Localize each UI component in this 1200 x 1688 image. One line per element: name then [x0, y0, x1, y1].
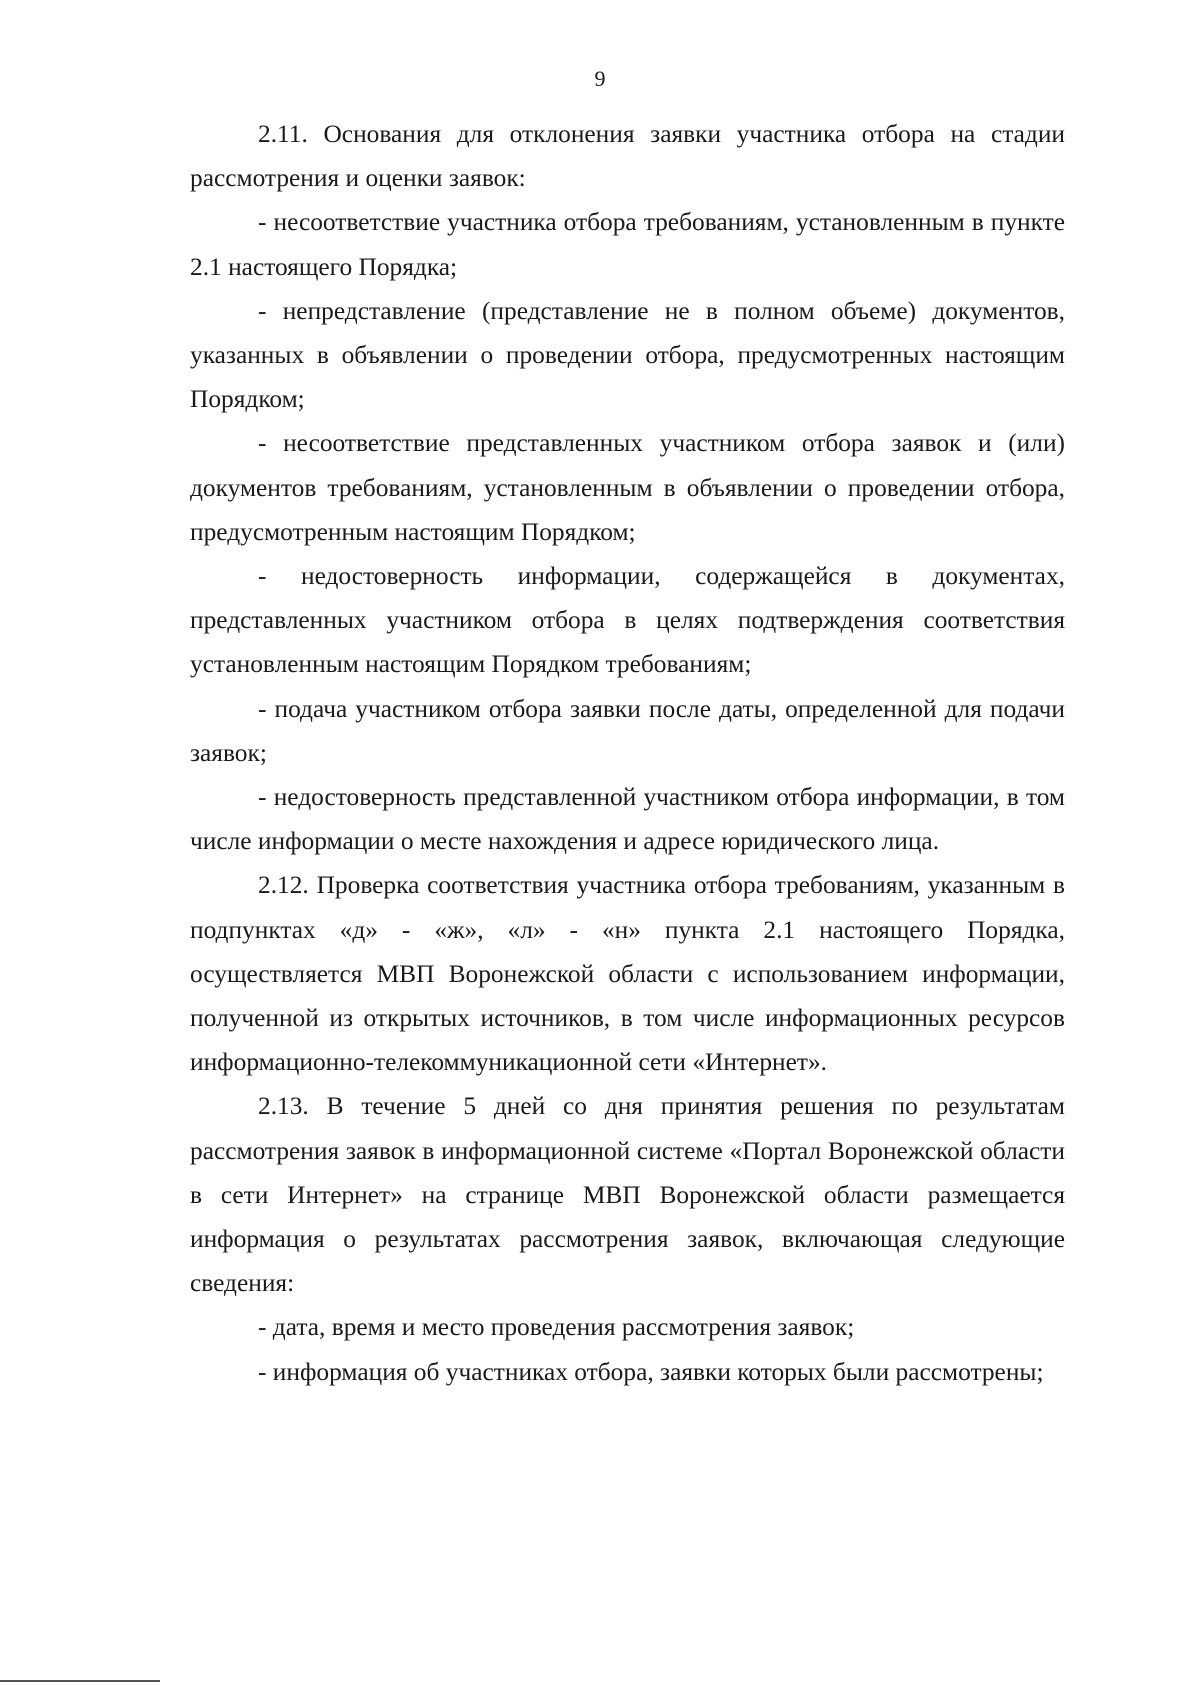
list-item-date-time-place: - дата, время и место проведения рассмотрения заявок; [258, 1313, 855, 1342]
paragraph-2-11: 2.11. Основания для отклонения заявки участника отбора на стадии рассмотрения и оценки заявок: [190, 120, 1065, 193]
paragraph-2-12: 2.12. Проверка соответствия участника отбора требованиям, указанным в подпунктах «д» - «ж», «л» - «н» пункта 2.1 настоящего Порядка, осуществляется МВП Воронежской области с использованием информации, полученной из открытых источников, в том числе информационных ресурсов информационно-телекоммуникационной сети «Интернет». [190, 871, 1065, 1077]
list-item-unreliable-address: - недостоверность представленной участником отбора информации, в том числе информации о месте нахождения и адресе юридического лица. [190, 783, 1065, 856]
page-number: 9 [594, 66, 606, 91]
list-item-noncompliance-participant: - несоответствие участника отбора требованиям, установленным в пункте 2.1 настоящего Порядка; [190, 208, 1065, 281]
list-item-missing-documents: - непредставление (представление не в полном объеме) документов, указанных в объявлении о проведении отбора, предусмотренных настоящим Порядком; [190, 296, 1065, 414]
list-item-unreliable-information: - недостоверность информации, содержащейся в документах, представленных участником отбора в целях подтверждения соответствия установленным настоящим Порядком требованиям; [190, 562, 1065, 679]
paragraph-2-13: 2.13. В течение 5 дней со дня принятия решения по результатам рассмотрения заявок в информационной системе «Портал Воронежской области в сети Интернет» на странице МВП Воронежской области размещается информация о результатах рассмотрения заявок, включающая следующие сведения: [190, 1092, 1065, 1298]
list-item-late-submission: - подача участником отбора заявки после даты, определенной для подачи заявок; [190, 694, 1065, 767]
list-item-participants-info: - информация об участниках отбора, заявки которых были рассмотрены; [258, 1357, 1044, 1386]
footer-rule [0, 1680, 160, 1682]
list-item-noncompliance-documents: - несоответствие представленных участником отбора заявок и (или) документов требованиям, установленным в объявлении о проведении отбора, предусмотренным настоящим Порядком; [190, 429, 1065, 546]
document-body [190, 112, 1065, 1394]
